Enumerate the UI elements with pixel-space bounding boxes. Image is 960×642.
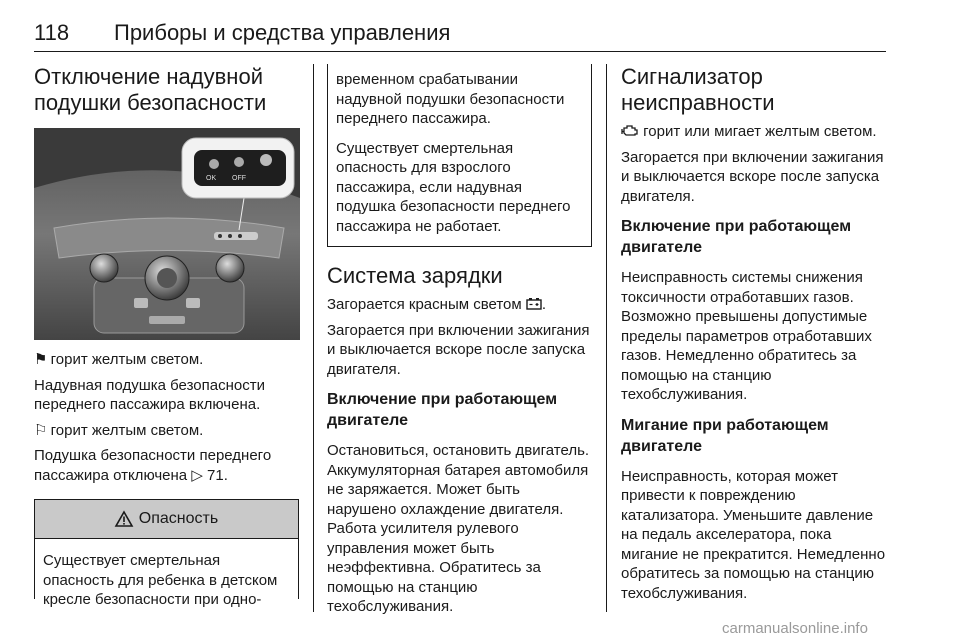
para-malfunction-light: горит или мигает желтым светом. xyxy=(621,122,887,142)
warning-box-continued xyxy=(327,64,592,247)
watermark: carmanualsonline.info xyxy=(722,620,868,637)
airbag-off-icon: ⚐ xyxy=(34,421,47,439)
page-header xyxy=(34,14,886,52)
column-2 xyxy=(327,64,592,617)
para-malfunction-ignition: Загорается при включении зажигания и выключается вскоре после запуска двигателя. xyxy=(621,148,884,205)
dashboard-photo xyxy=(34,128,300,340)
column-3 xyxy=(621,64,887,603)
warning-title: Опасность xyxy=(138,510,219,527)
page-title: Приборы и средства управления xyxy=(114,20,451,45)
badge-ok: OK xyxy=(206,175,217,182)
page-ref[interactable]: 71. xyxy=(207,466,228,484)
column-divider xyxy=(606,64,607,612)
header-rule xyxy=(34,51,886,52)
warning-header xyxy=(35,500,298,539)
line-airbag-on: ⚑ горит желтым светом. xyxy=(34,351,204,368)
para-malfunction-flashing: Неисправность, которая может привести к повреждению катализатора. Уменьшите давление на педаль акселератора, пока мигание не прекратится. Немедленно обратитесь за помощью на станцию техобслуживания. xyxy=(621,467,886,602)
section-heading-charging: Система зарядки xyxy=(327,263,503,288)
column-divider xyxy=(313,64,314,612)
battery-icon xyxy=(526,297,542,310)
subheading-charging-engine-running: Включение при работающем двигателе xyxy=(327,391,558,429)
subheading-malfunction-on: Включение при работающем двигателе xyxy=(621,218,852,256)
para-airbag-off: Подушка безопасности переднего пассажира отключена ▷ 71. xyxy=(34,447,272,484)
para-charging-engine-running: Остановиться, остановить двигатель. Аккумуляторная батарея автомобиля не заряжается. Может быть нарушено охлаждение двигателя. Работа усилителя рулевого управления может быть неэффективна. Обратитесь за помощью на станцию техобслуживания. xyxy=(327,442,590,615)
para-malfunction-on: Неисправность системы снижения токсичности отработавших газов. Возможно превышены допустимые пределы параметров отработавших газов. Немедленно обратитесь за помощью на станцию техобслуживания. xyxy=(621,269,872,403)
warning-box xyxy=(34,499,299,608)
column-1 xyxy=(34,64,300,608)
warning-body: Существует смертельная опасность для ребенка в детском кресле безопасности при одно- xyxy=(43,552,278,608)
engine-icon xyxy=(621,124,639,137)
airbag-on-icon: ⚑ xyxy=(34,351,47,368)
para-charging-light: Загорается красным светом . xyxy=(327,296,547,313)
section-heading-malfunction: Сигнализатор неисправности xyxy=(621,64,775,115)
para-airbag-on: Надувная подушка безопасности переднего пассажира включена. xyxy=(34,376,265,413)
section-heading-airbag-off: Отключение надувной подушки безопасности xyxy=(34,64,267,115)
page-ref-icon: ▷ xyxy=(191,466,203,484)
warning-triangle-icon xyxy=(115,511,133,527)
warning-cont-1: временном срабатывании надувной подушки безопасности переднего пассажира. xyxy=(336,71,565,127)
warning-cont-2: Существует смертельная опасность для взрослого пассажира, если надувная подушка безопасности переднего пассажира не работает. xyxy=(336,139,571,235)
page-number: 118 xyxy=(34,20,70,45)
line-airbag-off: ⚐ горит желтым светом. xyxy=(34,421,204,439)
subheading-malfunction-flashing: Мигание при работающем двигателе xyxy=(621,416,829,455)
para-charging-ignition: Загорается при включении зажигания и выключается вскоре после запуска двигателя. xyxy=(327,321,590,378)
badge-off: OFF xyxy=(232,175,246,182)
